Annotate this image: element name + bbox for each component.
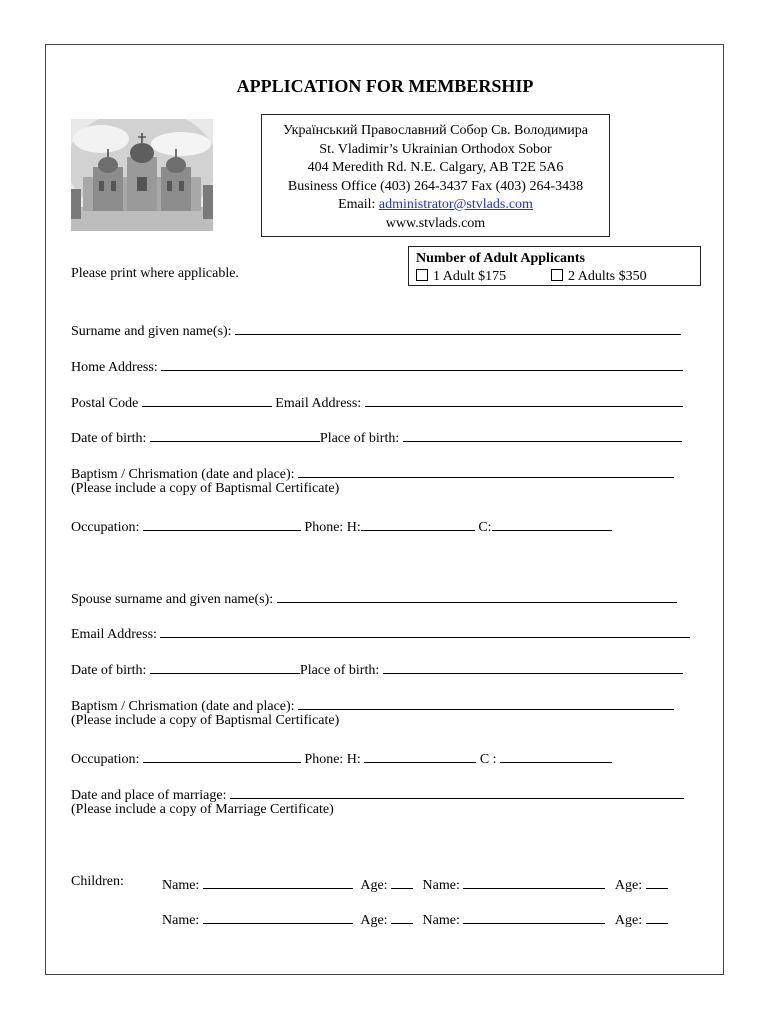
spouse-phone-c-field[interactable] [500,748,612,763]
surname-field[interactable] [235,320,681,335]
church-name-english: St. Vladimir’s Ukrainian Orthodox Sobor [319,141,552,157]
church-address: 404 Meredith Rd. N.E. Calgary, AB T2E 5A6 [307,160,564,175]
spouse-dob-field[interactable] [150,659,300,674]
child-4-age-field[interactable] [646,909,668,924]
church-photo [71,119,213,231]
spouse-occupation-field[interactable] [143,748,301,763]
spouse-pob-field[interactable] [383,659,683,674]
two-adults-checkbox[interactable] [551,269,563,281]
postal-code-field[interactable] [142,392,272,407]
baptism-label: Baptism / Chrismation (date and place): [71,467,295,482]
phone-h-field[interactable] [361,516,475,531]
occupation-row [71,516,612,536]
birth-row [71,427,682,447]
child-1-age-label: Age: [360,878,388,893]
form-title: APPLICATION FOR MEMBERSHIP [236,76,534,96]
adult-applicants-box [408,246,701,286]
surname-label: Surname and given name(s): [71,324,232,339]
marriage-label: Date and place of marriage: [71,788,227,803]
email-label: Email: [338,197,379,212]
church-website: www.stvlads.com [385,215,486,231]
one-adult-checkbox[interactable] [416,269,428,281]
home-address-row [71,356,683,376]
child-4-age-label: Age: [614,913,643,928]
one-adult-label: 1 Adult $175 [433,269,507,284]
spouse-email-label: Email Address: [71,627,157,642]
email-address-field[interactable] [365,392,683,407]
phone-h-label: Phone: H: [304,520,361,535]
pob-label: Place of birth: [319,431,400,446]
spouse-surname-label: Spouse surname and given name(s): [71,592,274,607]
spouse-surname-row [71,588,677,608]
child-row-2 [162,909,668,929]
occupation-field[interactable] [143,516,301,531]
child-3-age-field[interactable] [391,909,413,924]
child-3-age-label: Age: [360,913,388,928]
spouse-email-row [71,623,690,643]
marriage-row [71,784,684,804]
church-name-ukrainian: Український Православний Собор Св. Володимира [283,123,588,138]
spouse-phone-c-label: C : [479,752,497,767]
children-label: Children: [71,874,124,889]
phone-c-field[interactable] [492,516,612,531]
spouse-baptism-note: (Please include a copy of Baptismal Certificate) [71,713,340,728]
baptism-row [71,463,674,483]
church-email-row [262,196,609,215]
baptism-note: (Please include a copy of Baptismal Certificate) [71,481,340,496]
postal-email-row [71,392,683,412]
spouse-surname-field[interactable] [277,588,677,603]
child-1-age-field[interactable] [391,874,413,889]
two-adults-label: 2 Adults $350 [568,269,647,284]
adult-options-row [416,268,700,286]
child-3-name-label: Name: [162,913,200,928]
child-2-age-label: Age: [614,878,643,893]
adult-applicants-heading: Number of Adult Applicants [416,251,585,266]
spouse-email-field[interactable] [160,623,690,638]
spouse-pob-label: Place of birth: [299,663,380,678]
spouse-birth-row [71,659,683,679]
child-2-age-field[interactable] [646,874,668,889]
home-address-field[interactable] [161,356,683,371]
child-4-name-field[interactable] [463,909,605,924]
child-row-1 [162,874,668,894]
church-email-link[interactable]: administrator@stvlads.com [378,197,533,212]
surname-row [71,320,681,340]
print-instruction: Please print where applicable. [71,266,239,281]
church-info-box [261,114,610,237]
spouse-dob-label: Date of birth: [71,663,147,678]
spouse-occupation-label: Occupation: [71,752,140,767]
phone-c-label: C: [478,520,492,535]
dob-field[interactable] [150,427,320,442]
postal-code-label: Postal Code [71,396,139,411]
email-address-label: Email Address: [275,396,362,411]
spouse-occupation-row [71,748,612,768]
marriage-field[interactable] [230,784,684,799]
spouse-phone-h-label: Phone: H: [304,752,361,767]
child-2-name-field[interactable] [463,874,605,889]
spouse-baptism-row [71,695,674,715]
child-1-name-field[interactable] [203,874,353,889]
marriage-note: (Please include a copy of Marriage Certificate) [71,802,334,817]
spouse-baptism-field[interactable] [298,695,674,710]
church-phones: Business Office (403) 264-3437 Fax (403) 264-3438 [287,178,584,194]
spouse-phone-h-field[interactable] [364,748,476,763]
spouse-baptism-label: Baptism / Chrismation (date and place): [71,699,295,714]
home-address-label: Home Address: [71,360,158,375]
baptism-field[interactable] [298,463,674,478]
child-3-name-field[interactable] [203,909,353,924]
occupation-label: Occupation: [71,520,140,535]
child-2-name-label: Name: [422,878,460,893]
child-4-name-label: Name: [422,913,460,928]
pob-field[interactable] [403,427,682,442]
dob-label: Date of birth: [71,431,147,446]
child-1-name-label: Name: [162,878,200,893]
